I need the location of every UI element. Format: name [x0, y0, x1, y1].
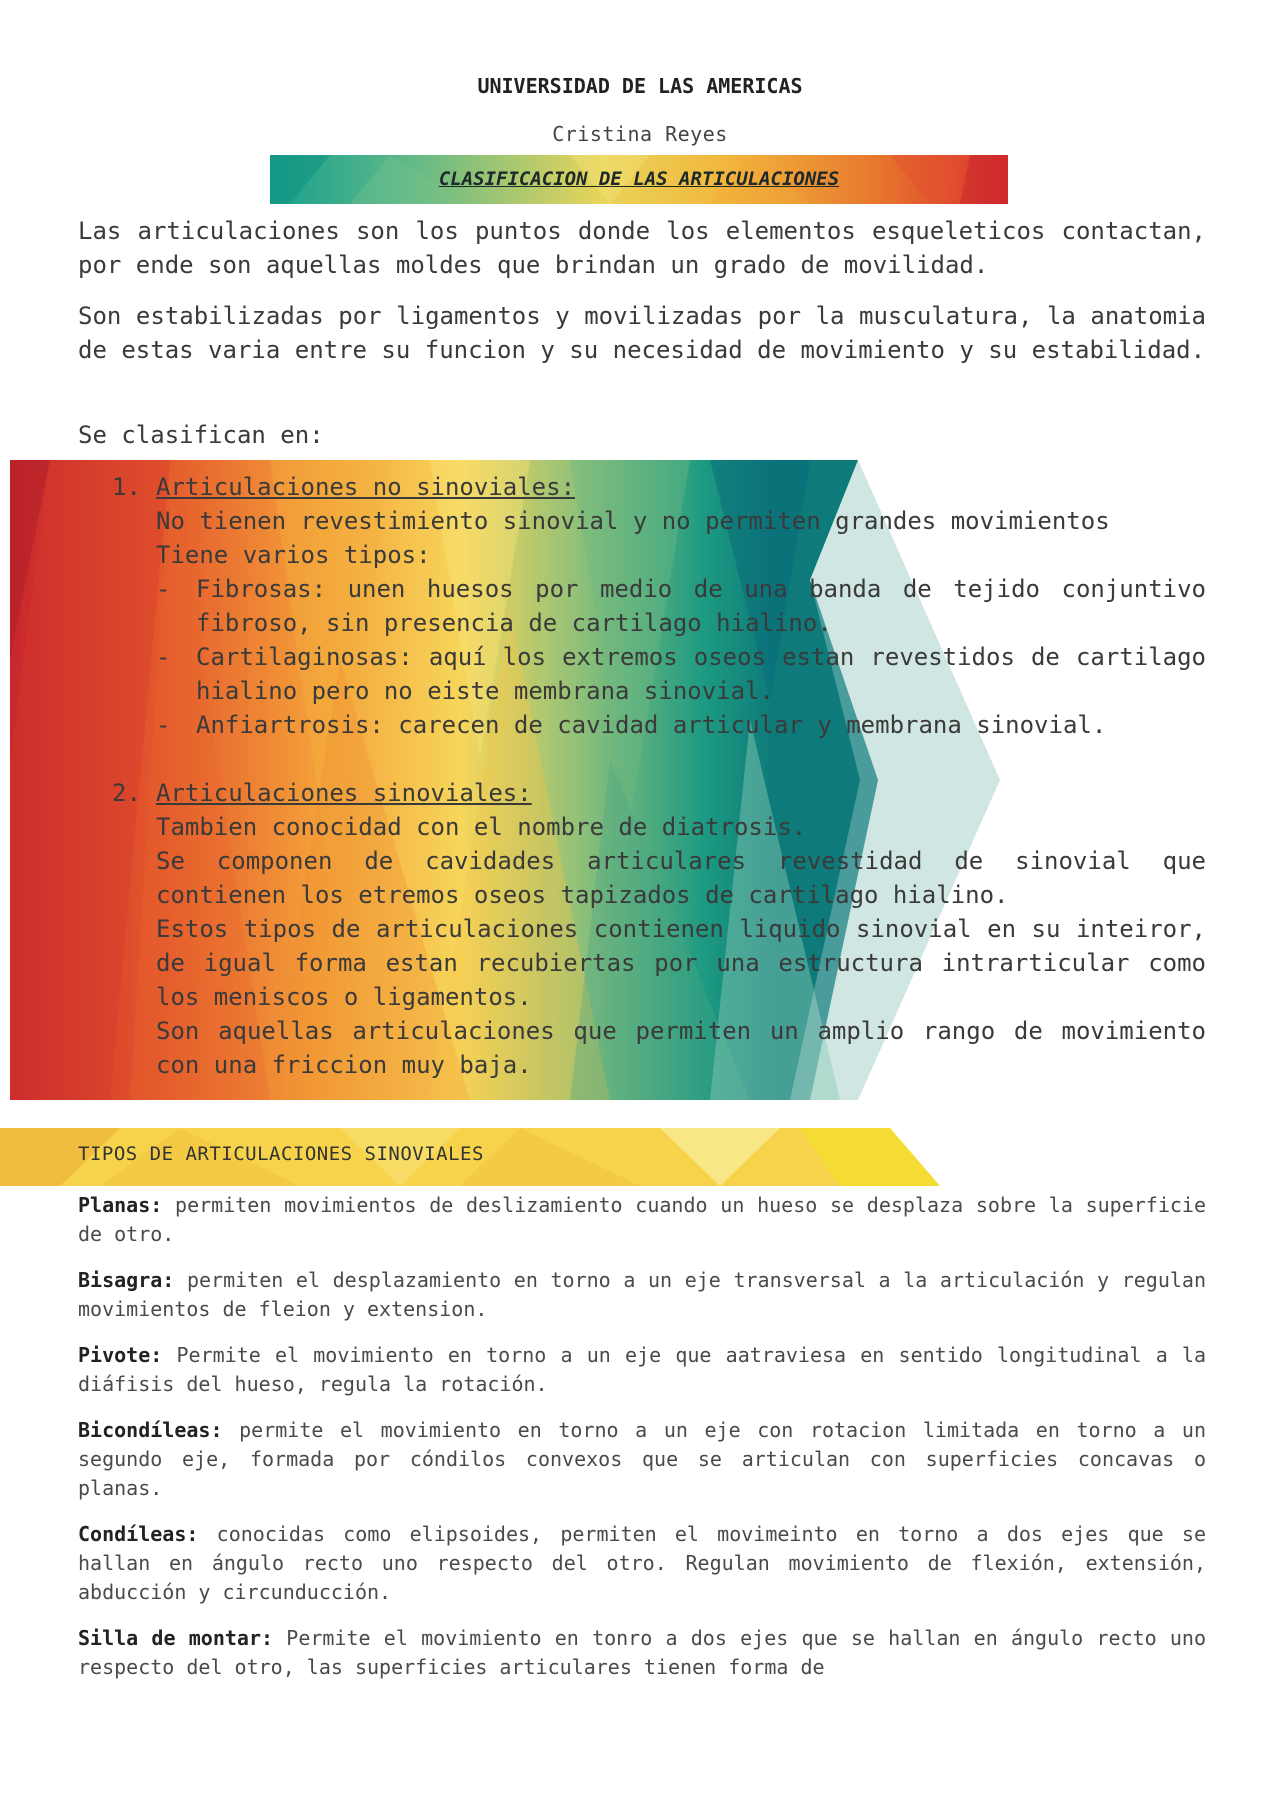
definition-condileas [78, 1520, 1206, 1607]
def-term: Bicondíleas: [78, 1418, 223, 1442]
def-text: Permite el movimiento en torno a un eje que aatraviesa en sentido longitudinal a la diáfisis del hueso, regula la rotación. [78, 1343, 1207, 1396]
title-banner [270, 155, 1008, 204]
list-1-line-1: No tienen revestimiento sinovial y no permiten grandes movimientos [156, 507, 1110, 535]
definition-planas [78, 1191, 1206, 1249]
def-term: Pivote: [78, 1343, 163, 1367]
list-title-2: Articulaciones sinoviales: [156, 779, 532, 807]
def-text: conocidas como elipsoides, permiten el movimeinto en torno a dos ejes que se hallan en ángulo recto uno respecto del otro. Regulan movimiento de flexión, extensión, abducción y circunducción. [78, 1522, 1206, 1604]
dash-bullet-3: - [156, 711, 171, 739]
definition-pivote [78, 1341, 1206, 1399]
intro-paragraph-2: Son estabilizadas por ligamentos y movilizadas por la musculatura, la anatomia de estas varia entre su funcion y su necesidad de movimiento y su estabilidad. [78, 302, 1206, 364]
list-number-2: 2. [112, 779, 141, 807]
university-name: UNIVERSIDAD DE LAS AMERICAS [477, 74, 803, 98]
list-item-2 [112, 776, 1206, 810]
def-term: Planas: [78, 1193, 163, 1217]
list-1-line-2: Tiene varios tipos: [156, 541, 431, 569]
def-term: Condíleas: [78, 1522, 199, 1546]
list-1-sub-3: Anfiartrosis: carecen de cavidad articular y membrana sinovial. [196, 711, 1107, 739]
list-number-1: 1. [112, 473, 141, 501]
def-term: Silla de montar: [78, 1626, 274, 1650]
document-title: CLASIFICACION DE LAS ARTICULACIONES [438, 168, 840, 190]
dash-bullet-2: - [156, 643, 171, 671]
section-title: TIPOS DE ARTICULACIONES SINOVIALES [78, 1143, 484, 1165]
def-text: permiten movimientos de deslizamiento cuando un hueso se desplaza sobre la superficie de otro. [78, 1193, 1206, 1246]
definition-silla-de-montar [78, 1624, 1206, 1682]
list-1-sub-2: Cartilaginosas: aquí los extremos oseos estan revestidos de cartilago hialino pero no eiste membrana sinovial. [196, 643, 1206, 705]
list-2-line-4: Son aquellas articulaciones que permiten un amplio rango de movimiento con una friccion muy baja. [156, 1017, 1206, 1079]
list-2-line-3: Estos tipos de articulaciones contienen liquido sinovial en su inteiror, de igual forma estan recubiertas por una estructura intrarticular como los meniscos o ligamentos. [156, 915, 1206, 1011]
def-text: Permite el movimiento en tonro a dos ejes que se hallan en ángulo recto uno respecto del otro, las superficies articulares tienen forma de [78, 1626, 1207, 1679]
list-1-sub-1: Fibrosas: unen huesos por medio de una banda de tejido conjuntivo fibroso, sin presencia de cartilago hialino. [196, 575, 1206, 637]
def-text: permiten el desplazamiento en torno a un eje transversal a la articulación y regulan movimientos de fleion y extension. [78, 1268, 1206, 1321]
definition-bisagra [78, 1266, 1206, 1324]
author-name: Cristina Reyes [552, 122, 728, 146]
def-text: permite el movimiento en torno a un eje con rotacion limitada en torno a un segundo eje, formada por cóndilos convexos que se articulan con superficies concavas o planas. [78, 1418, 1207, 1500]
list-item-1 [112, 470, 1206, 504]
list-2-line-1: Tambien conocidad con el nombre de diatrosis. [156, 813, 807, 841]
list-2-line-2: Se componen de cavidades articulares revestidad de sinovial que contienen los etremos oseos tapizados de cartilago hialino. [156, 847, 1206, 909]
dash-bullet-1: - [156, 575, 171, 603]
list-title-1: Articulaciones no sinoviales: [156, 473, 576, 501]
definition-bicondileas [78, 1416, 1206, 1503]
intro-paragraph-3: Se clasifican en: [78, 421, 324, 449]
def-term: Bisagra: [78, 1268, 175, 1292]
intro-paragraph-1: Las articulaciones son los puntos donde los elementos esqueleticos contactan, por ende son aquellas moldes que brindan un grado de movilidad. [78, 217, 1206, 279]
